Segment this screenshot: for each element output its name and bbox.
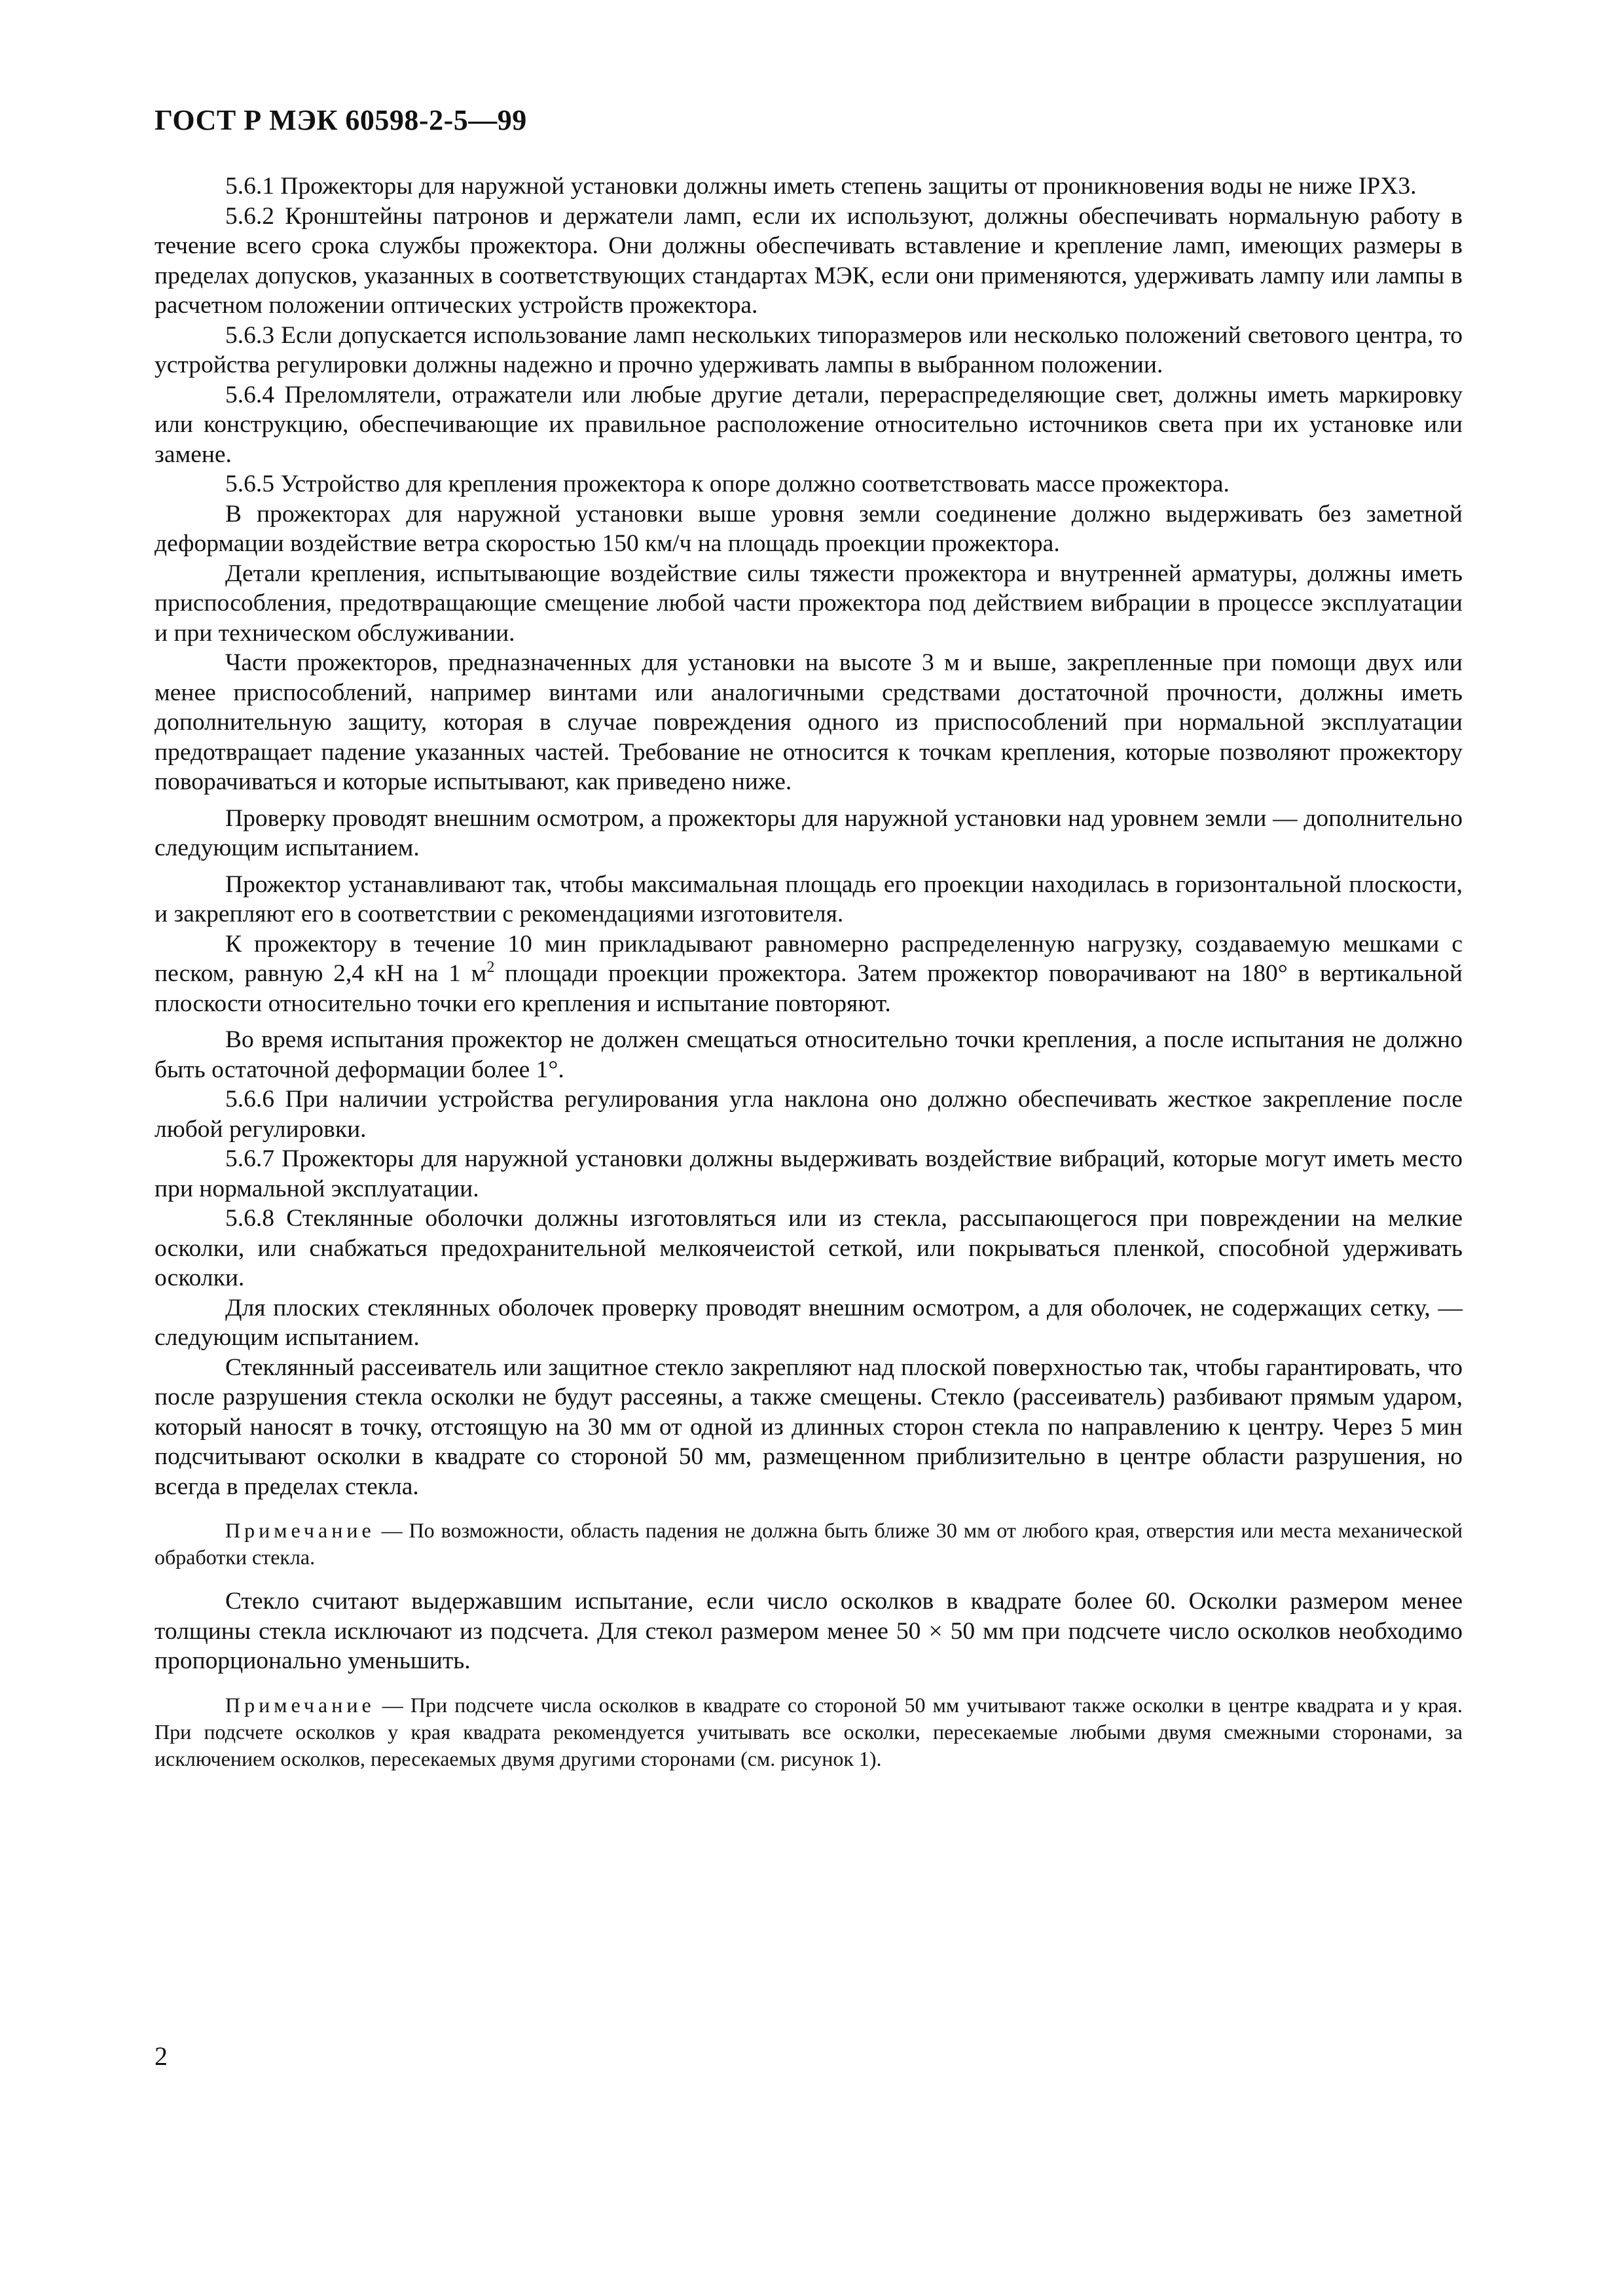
superscript-two: 2 <box>486 959 495 976</box>
paragraph-5-6-2: 5.6.2 Кронштейны патронов и держатели ламп, если их используют, должны обеспечивать нормальную работу в течение всего срока службы прожектора. Они должны обеспечивать вставление и крепление ламп, имеющих размеры в пределах допусков, указанных в соответствующих стандартах МЭК, если они применяются, удерживать лампу или лампы в расчетном положении оптических устройств прожектора. <box>155 202 1463 319</box>
paragraph-wind-load: В прожекторах для наружной установки выше уровня земли соединение должно выдерживать без заметной деформации воздействие ветра скоростью 150 км/ч на площадь проекции прожектора. <box>155 500 1463 557</box>
paragraph-5-6-8: 5.6.8 Стеклянные оболочки должны изготовляться или из стекла, рассыпающегося при повреждении на мелкие осколки, или снабжаться предохранительной мелкоячеистой сеткой, или покрываться пленкой, способной удерживать осколки. <box>155 1205 1463 1291</box>
paragraph-test-criteria: Стекло считают выдержавшим испытание, если число осколков в квадрате более 60. Осколки размером менее толщины стекла исключают из подсчета. Для стекол размером менее 50 × 50 мм при подсчете число осколков необходимо пропорционально уменьшить. <box>155 1588 1463 1674</box>
document-header: ГОСТ Р МЭК 60598-2-5—99 <box>155 104 527 136</box>
paragraph-5-6-7: 5.6.7 Прожекторы для наружной установки должны выдерживать воздействие вибраций, которые могут иметь место при нормальной эксплуатации. <box>155 1145 1463 1202</box>
document-body <box>155 171 1463 1788</box>
paragraph-height-mounting: Части прожекторов, предназначенных для установки на высоте 3 м и выше, закрепленные при помощи двух или менее приспособлений, например винтами или аналогичными средствами достаточной прочности, должны иметь дополнительную защиту, которая в случае повреждения одного из приспособлений при нормальной эксплуатации предотвращает падение указанных частей. Требование не относится к точкам крепления, которые позволяют прожектору поворачиваться и которые испытывают, как приведено ниже. <box>155 649 1463 795</box>
load-test-text-end: площади проекции прожектора. Затем прожектор поворачивают на 180° в вертикальной плоскости относительно точки его крепления и испытание повторяют. <box>155 960 1463 1017</box>
paragraph-5-6-4: 5.6.4 Преломлятели, отражатели или любые другие детали, перераспределяющие свет, должны иметь маркировку или конструкцию, обеспечивающие их правильное расположение относительно источников света при их установке или замене. <box>155 381 1463 468</box>
paragraph-5-6-6: 5.6.6 При наличии устройства регулирования угла наклона оно должно обеспечивать жесткое закрепление после любой регулировки. <box>155 1086 1463 1143</box>
note-label: Примечание <box>225 1518 375 1542</box>
paragraph-glass-test: Стеклянный рассеиватель или защитное стекло закрепляют над плоской поверхностью так, чтобы гарантировать, что после разрушения стекла осколки не будут рассеяны, а также смещены. Стекло (рассеиватель) разбивают прямым ударом, который наносят в точку, отстоящую на 30 мм от одной из длинных сторон стекла по направлению к центру. Через 5 мин подсчитывают осколки в квадрате со стороной 50 мм, размещенном приблизительно в центре области разрушения, но всегда в пределах стекла. <box>155 1354 1463 1500</box>
paragraph-5-6-3: 5.6.3 Если допускается использование ламп нескольких типоразмеров или несколько положений светового центра, то устройства регулировки должны надежно и прочно удерживать лампы в выбранном положении. <box>155 321 1463 378</box>
paragraph-5-6-1: 5.6.1 Прожекторы для наружной установки должны иметь степень защиты от проникновения воды не ниже IPX3. <box>225 173 1417 200</box>
paragraph-5-6-5: 5.6.5 Устройство для крепления прожектора к опоре должно соответствовать массе прожектора. <box>225 471 1230 497</box>
paragraph-fastening-parts: Детали крепления, испытывающие воздействие силы тяжести прожектора и внутренней арматуры, должны иметь приспособления, предотвращающие смещение любой части прожектора под действием вибрации в процессе эксплуатации и при техническом обслуживании. <box>155 560 1463 647</box>
paragraph-displacement: Во время испытания прожектор не должен смещаться относительно точки крепления, а после испытания не должно быть остаточной деформации более 1°. <box>155 1026 1463 1083</box>
paragraph-inspection: Проверку проводят внешним осмотром, а прожекторы для наружной установки над уровнем земли — дополнительно следующим испытанием. <box>155 804 1463 861</box>
paragraph-mounting-test: Прожектор устанавливают так, чтобы максимальная площадь его проекции находилась в горизонтальной плоскости, и закрепляют его в соответствии с рекомендациями изготовителя. <box>155 870 1463 927</box>
paragraph-load-test <box>155 929 1463 1019</box>
note-label: Примечание <box>225 1693 375 1717</box>
paragraph-flat-glass: Для плоских стеклянных оболочек проверку проводят внешним осмотром, а для оболочек, не содержащих сетку, — следующим испытанием. <box>155 1294 1463 1351</box>
note-fragment-counting <box>155 1692 1463 1772</box>
note-text: — При подсчете числа осколков в квадрате со стороной 50 мм учитывают также осколки в центре квадрата и у края. При подсчете осколков у края квадрата рекомендуется учитывать все осколки, пересекаемые любыми двумя смежными сторонами, за исключением осколков, пересекаемых двумя другими сторонами (см. рисунок 1). <box>155 1693 1463 1770</box>
load-test-text-start: К прожектору в течение 10 мин прикладывают равномерно распределенную нагрузку, создаваемую мешками с песком, равную 2,4 кН на 1 м <box>155 930 1463 987</box>
note-text: — По возможности, область падения не должна быть ближе 30 мм от любого края, отверстия или места механической обработки стекла. <box>155 1518 1463 1569</box>
note-impact-area <box>155 1517 1463 1571</box>
page-number: 2 <box>155 2041 168 2071</box>
